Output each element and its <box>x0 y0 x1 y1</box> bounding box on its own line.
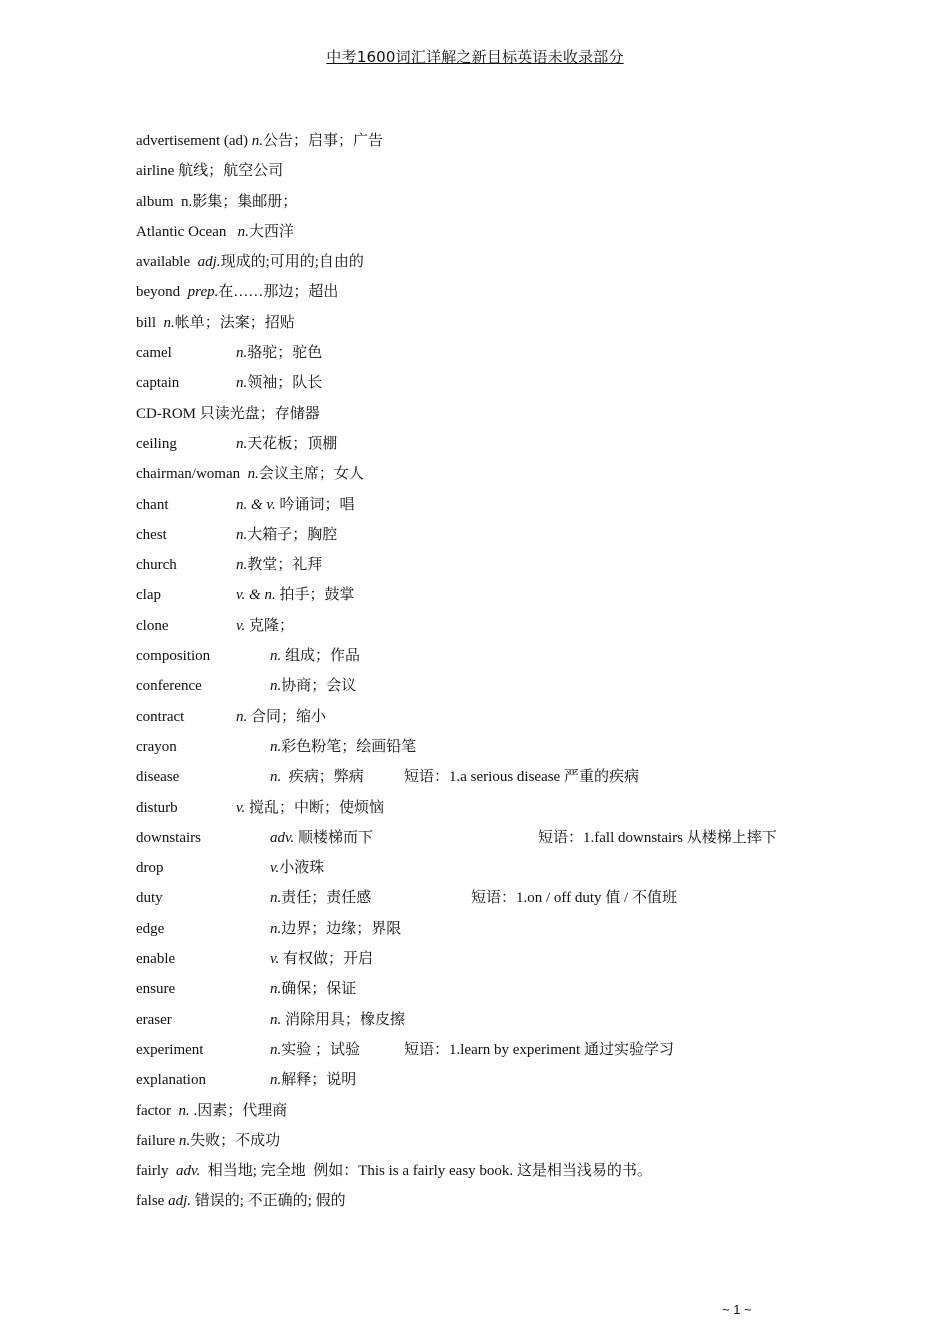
vocab-word: eraser <box>136 1011 172 1028</box>
vocab-entry <box>136 373 916 403</box>
definition: 消除用具；橡皮擦 <box>281 1011 406 1028</box>
definition: 彩色粉笔；绘画铅笔 <box>281 738 417 755</box>
definition: 大箱子；胸腔 <box>247 526 338 543</box>
vocab-entry <box>136 646 916 676</box>
definition: 只读光盘；存储器 <box>199 405 320 422</box>
vocab-entry <box>136 1161 916 1191</box>
vocab-entry <box>136 525 916 555</box>
part-of-speech: n. <box>178 1132 191 1149</box>
definition: 克隆； <box>245 617 295 634</box>
vocab-word: disease <box>136 769 180 786</box>
vocab-entry <box>136 919 916 949</box>
part-of-speech: n. <box>251 133 264 149</box>
vocab-word: available <box>136 254 198 271</box>
vocab-word: album <box>136 193 181 210</box>
definition: 失败；不成功 <box>190 1132 281 1149</box>
vocab-entry <box>136 192 916 222</box>
definition: 有权做；开启 <box>279 951 374 968</box>
vocab-word: conference <box>136 678 202 695</box>
part-of-speech: v. <box>236 799 246 816</box>
vocab-entry <box>136 828 916 858</box>
phrase-example: 短语：1.learn by experiment 通过实验学习 <box>404 1041 674 1058</box>
definition: 错误的; 不正确的; 假的 <box>191 1193 346 1210</box>
definition: 帐单；法案；招贴 <box>174 314 295 331</box>
definition: 搅乱；中断；使烦恼 <box>245 799 385 816</box>
vocab-entry <box>136 1191 916 1221</box>
part-of-speech: adv. <box>270 829 295 846</box>
definition: 相当地; 完全地 例如：This is a fairly easy book. 这是相当浅易的书。 <box>200 1163 652 1180</box>
definition: 公告；启事；广告 <box>263 133 384 149</box>
vocab-word: downstairs <box>136 829 201 846</box>
part-of-speech: n. <box>236 375 248 392</box>
definition: 小液珠 <box>279 860 325 877</box>
definition: 确保；保证 <box>281 981 357 998</box>
vocab-entry <box>136 616 916 646</box>
part-of-speech: n. <box>270 1072 282 1089</box>
definition: 骆驼；驼色 <box>247 345 323 362</box>
vocab-word: ensure <box>136 981 176 998</box>
part-of-speech: n. <box>270 648 282 665</box>
vocab-entry <box>136 858 916 888</box>
definition: n.影集；集邮册； <box>181 193 298 210</box>
vocab-word: bill <box>136 314 164 331</box>
vocab-entry <box>136 707 916 737</box>
vocab-word: duty <box>136 890 163 907</box>
vocab-entry <box>136 282 916 312</box>
vocab-word: ceiling <box>136 435 177 452</box>
vocab-word: clap <box>136 587 161 604</box>
vocab-word: Atlantic Ocean <box>136 223 238 240</box>
vocab-word: false <box>136 1193 169 1210</box>
part-of-speech: n. <box>270 920 282 937</box>
phrase-example: 短语：1.on / off duty 值 / 不值班 <box>471 890 677 907</box>
phrase-example: 短语：1.a serious disease 严重的疾病 <box>404 769 639 786</box>
part-of-speech: n. <box>163 314 175 331</box>
vocab-word: experiment <box>136 1041 204 1058</box>
definition: 会议主席；女人 <box>258 466 364 483</box>
part-of-speech: n. & v. <box>236 496 276 513</box>
vocab-word: failure <box>136 1132 179 1149</box>
definition: 现成的;可用的;自由的 <box>220 254 364 271</box>
part-of-speech: v. <box>236 617 246 634</box>
vocab-entry <box>136 222 916 252</box>
definition: 协商；会议 <box>281 678 357 695</box>
part-of-speech: n. <box>236 708 248 725</box>
part-of-speech: n. <box>270 678 282 695</box>
vocab-word: chant <box>136 496 169 513</box>
definition: 领袖；队长 <box>247 375 323 392</box>
definition: 边界；边缘；界限 <box>281 920 402 937</box>
vocab-word: CD-ROM <box>136 405 200 422</box>
part-of-speech: n. <box>236 526 248 543</box>
vocab-entry <box>136 767 916 797</box>
vocab-entry <box>136 404 916 434</box>
vocab-word: contract <box>136 708 185 725</box>
definition: 合同；缩小 <box>247 708 327 725</box>
part-of-speech: n. <box>236 345 248 362</box>
part-of-speech: n. <box>270 890 282 907</box>
vocab-entry <box>136 343 916 373</box>
part-of-speech: n. <box>270 738 282 755</box>
vocab-word: drop <box>136 860 164 877</box>
vocab-entry <box>136 979 916 1009</box>
page-title: 中考1600词汇详解之新目标英语未收录部分 <box>326 48 624 66</box>
vocab-word: enable <box>136 951 176 968</box>
vocab-entry <box>136 495 916 525</box>
vocab-entry <box>136 161 916 191</box>
vocab-word: disturb <box>136 799 178 816</box>
part-of-speech: prep. <box>187 284 219 301</box>
vocab-word: fairly <box>136 1163 176 1180</box>
definition: 组成；作品 <box>281 648 361 665</box>
vocab-entry <box>136 1131 916 1161</box>
part-of-speech: n. <box>270 769 282 786</box>
vocab-word: church <box>136 557 177 574</box>
part-of-speech: n. <box>270 1011 282 1028</box>
vocab-word: crayon <box>136 738 177 755</box>
part-of-speech: n. <box>270 1041 282 1058</box>
definition: 实验 ；试验 <box>281 1041 361 1058</box>
vocab-entry <box>136 434 916 464</box>
definition: 航线；航空公司 <box>178 163 284 180</box>
vocab-entry <box>136 676 916 706</box>
part-of-speech: v. & n. <box>236 587 276 604</box>
vocab-word: captain <box>136 375 180 392</box>
vocab-word: edge <box>136 920 165 937</box>
part-of-speech: n. <box>237 223 249 240</box>
part-of-speech: v. <box>270 951 280 968</box>
vocab-entry <box>136 555 916 585</box>
part-of-speech: n. <box>247 466 259 483</box>
vocab-entry <box>136 949 916 979</box>
definition: 拍手；鼓掌 <box>275 587 355 604</box>
vocab-entry <box>136 585 916 615</box>
vocab-word: clone <box>136 617 169 634</box>
vocab-word: factor <box>136 1102 179 1119</box>
vocab-entry <box>136 1070 916 1100</box>
definition: 天花板；顶棚 <box>247 435 338 452</box>
part-of-speech: adj. <box>168 1193 191 1210</box>
part-of-speech: n. <box>178 1102 190 1119</box>
part-of-speech: n. <box>236 557 248 574</box>
definition: 责任；责任感 <box>281 890 372 907</box>
vocab-entry <box>136 252 916 282</box>
definition: 解释；说明 <box>281 1072 357 1089</box>
definition: 大西洋 <box>248 223 294 240</box>
vocab-entry <box>136 737 916 767</box>
vocab-entry <box>136 1101 916 1131</box>
phrase-example: 短语：1.fall downstairs 从楼梯上摔下 <box>538 829 777 846</box>
vocab-word: explanation <box>136 1072 206 1089</box>
vocab-entry <box>136 464 916 494</box>
part-of-speech: n. <box>270 981 282 998</box>
vocab-word: airline <box>136 163 179 180</box>
definition: 疾病；弊病 <box>281 769 364 786</box>
vocab-word: composition <box>136 648 211 665</box>
vocab-entry <box>136 798 916 828</box>
vocab-word: chairman/woman <box>136 466 248 483</box>
definition: 在……那边；超出 <box>218 284 339 301</box>
part-of-speech: n. <box>236 435 248 452</box>
vocab-entry <box>136 313 916 343</box>
definition: 顺楼梯而下 <box>294 829 374 846</box>
vocab-entry <box>136 1010 916 1040</box>
vocab-word: camel <box>136 345 172 362</box>
vocab-word: chest <box>136 526 167 543</box>
vocab-word: beyond <box>136 284 188 301</box>
definition: 吟诵词；唱 <box>275 496 355 513</box>
definition: 教堂；礼拜 <box>247 557 323 574</box>
vocab-entry <box>136 131 916 161</box>
part-of-speech: adj. <box>197 254 221 271</box>
definition: .因素；代理商 <box>189 1102 288 1119</box>
vocabulary-list <box>136 131 916 1222</box>
vocab-word: advertisement (ad) <box>136 133 252 149</box>
page-number: ~ 1 ~ <box>722 1302 752 1317</box>
vocab-entry <box>136 1040 916 1070</box>
vocab-entry <box>136 888 916 918</box>
part-of-speech: adv. <box>175 1163 201 1180</box>
part-of-speech: v. <box>270 860 280 877</box>
